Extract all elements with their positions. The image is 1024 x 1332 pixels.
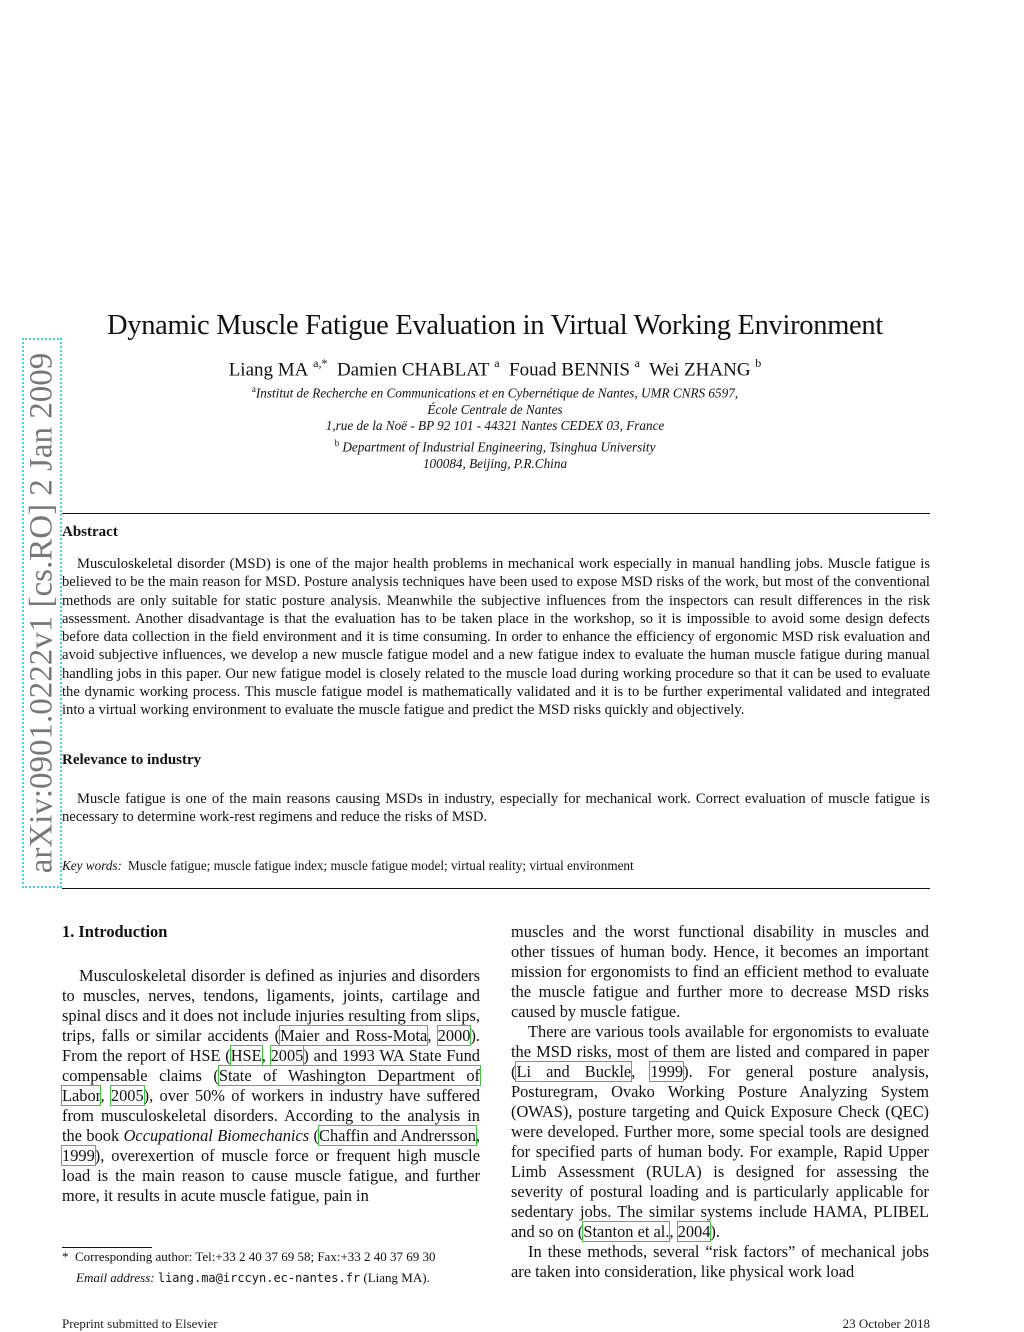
top-rule xyxy=(62,513,930,514)
email-label: Email address: xyxy=(76,1269,155,1285)
section-heading: 1. Introduction xyxy=(62,922,168,941)
affiliations xyxy=(60,381,930,472)
affil-b-line1: Department of Industrial Engineering, Tsinghua University xyxy=(342,439,656,455)
author-name: Damien CHABLAT xyxy=(336,359,490,381)
citation-year-link[interactable]: 1999 xyxy=(650,1062,684,1081)
citation-link[interactable]: Maier and Ross-Mota xyxy=(280,1026,428,1045)
footnote-mark: * xyxy=(62,1249,69,1264)
author-list xyxy=(60,357,930,381)
author-sup: a xyxy=(634,356,640,370)
keywords xyxy=(62,858,930,874)
citation-link[interactable]: Li and Buckle xyxy=(516,1062,632,1081)
citation-year-link[interactable]: 2004 xyxy=(677,1222,711,1241)
author-sup: b xyxy=(755,356,762,370)
email-address[interactable]: liang.ma@irccyn.ec-nantes.fr xyxy=(157,1270,361,1285)
citation-link[interactable]: HSE xyxy=(230,1046,262,1065)
affil-mark-b: b xyxy=(334,437,340,448)
author-name: Liang MA xyxy=(228,359,309,381)
footnote-text: Corresponding author: Tel:+33 2 40 37 69 58; Fax:+33 2 40 37 69 30 xyxy=(75,1249,436,1264)
arxiv-stamp-text: arXiv:0901.0222v1 [cs.RO] 2 Jan 2009 xyxy=(23,352,60,874)
intro-paragraph-1-cont: muscles and the worst functional disability in muscles and other tissues of human body. Hence, it becomes an important mission for ergonomists to find an efficient method to evaluate the muscle fatigue and further more to decrease MSD risks caused by muscle fatigue. xyxy=(511,922,929,1021)
affil-a-line1: Institut de Recherche en Communications et en Cybernétique de Nantes, UMR CNRS 6597, xyxy=(255,385,739,401)
citation-link[interactable]: Chaffin and Andrersson xyxy=(319,1126,476,1145)
right-column xyxy=(511,922,929,1282)
paper-title: Dynamic Muscle Fatigue Evaluation in Virtual Working Environment xyxy=(107,310,883,341)
relevance-text: Muscle fatigue is one of the main reasons causing MSDs in industry, especially for mechanical work. Correct evaluation of muscle fatigue is necessary to determine work-rest regimens and reduce the risks of MSD. xyxy=(62,791,930,826)
author-sup: a xyxy=(494,356,500,370)
keywords-text: Muscle fatigue; muscle fatigue index; muscle fatigue model; virtual reality; virtual environment xyxy=(127,858,634,873)
intro-paragraph-1: Musculoskeletal disorder is defined as injuries and disorders to muscles, nerves, tendons, ligaments, joints, cartilage and spinal discs and it does not include injuries resulting from slips, trips, falls or similar accidents (Maier and Ross-Mota, 2000). From the report of HSE (HSE, 2005) and 1993 WA State Fund compensable claims (State of Washington Department of Labor, 2005), over 50% of workers in industry have suffered from musculoskeletal disorders. According to the analysis in the book Occupational Biomechanics (Chaffin and Andrersson, 1999), overexertion of muscle force or frequent high muscle load is the main reason to cause muscle fatigue, and further more, it results in acute muscle fatigue, pain in xyxy=(62,966,481,1205)
relevance-heading: Relevance to industry xyxy=(62,752,202,768)
abstract-text: Musculoskeletal disorder (MSD) is one of the major health problems in mechanical work especially in manual handling jobs. Muscle fatigue is believed to be the main reason for MSD. Posture analysis techniques have been used to expose MSD risks of the work, but most of the conventional methods are only suitable for static posture analysis. Meanwhile the subjective influences from the inspectors can result differences in the risk assessment. Another disadvantage is that the evaluation has to be taken place in the workshop, so it is impossible to avoid some design defects before data collection in the field environment and it is time consuming. In order to enhance the efficiency of ergonomic MSD risk evaluation and avoid subjective influences, we develop a new muscle fatigue model and a new fatigue index to evaluate the human muscle fatigue during manual handling jobs in this paper. Our new fatigue model is closely related to the muscle load during working procedure so that it can be used to evaluate the dynamic working process. This muscle fatigue model is mathematically validated and it is to be further experimental validated and integrated into a virtual working environment to evaluate the muscle fatigue and predict the MSD risks quickly and objectively. xyxy=(62,556,930,719)
author-name: Wei ZHANG xyxy=(649,359,751,381)
email-owner: (Liang MA). xyxy=(363,1269,430,1285)
intro-paragraph-2: There are various tools available for ergonomists to evaluate the MSD risks, most of them are listed and compared in paper (Li and Buckle, 1999). For general posture analysis, Posturegram, Ovako Working Posture Analyzing System (OWAS), posture targeting and Quick Exposure Check (QEC) were developed. Further more, some special tools are designed for specified parts of human body. For example, Rapid Upper Limb Assessment (RULA) is designed for assessing the severity of postural loading and is particularly applicable for sedentary jobs. The similar systems include HAMA, PLIBEL and so on (Stanton et al., 2004). xyxy=(511,1022,929,1241)
left-column xyxy=(62,922,480,1206)
preprint-note: Preprint submitted to Elsevier xyxy=(62,1316,218,1331)
citation-link[interactable]: Stanton et al. xyxy=(583,1222,670,1241)
affil-mark-a: a xyxy=(251,384,256,394)
citation-year-link[interactable]: 2005 xyxy=(110,1086,144,1105)
author-name: Fouad BENNIS xyxy=(509,359,630,381)
citation-year-link[interactable]: 2000 xyxy=(437,1026,471,1045)
affil-b-line2: 100084, Beijing, P.R.China xyxy=(422,455,568,471)
date-note: 23 October 2018 xyxy=(842,1316,930,1331)
author-sup: a,* xyxy=(313,356,328,370)
affil-a-line2: École Centrale de Nantes xyxy=(427,401,563,417)
affil-a-line3: 1,rue de la Noë - BP 92 101 - 44321 Nantes CEDEX 03, France xyxy=(325,418,665,434)
bottom-rule xyxy=(62,888,930,889)
arxiv-stamp xyxy=(22,338,62,888)
citation-year-link[interactable]: 2005 xyxy=(270,1046,304,1065)
keywords-label: Key words: xyxy=(62,858,122,873)
footnote xyxy=(62,1247,480,1286)
book-title: Occupational Biomechanics xyxy=(123,1126,310,1145)
citation-link[interactable]: State of Washington Department of Labor xyxy=(62,1066,480,1105)
abstract-heading: Abstract xyxy=(62,524,118,540)
citation-year-link[interactable]: 1999 xyxy=(62,1146,95,1165)
intro-paragraph-3: In these methods, several “risk factors” of mechanical jobs are taken into consideration, like physical work load xyxy=(511,1242,929,1281)
